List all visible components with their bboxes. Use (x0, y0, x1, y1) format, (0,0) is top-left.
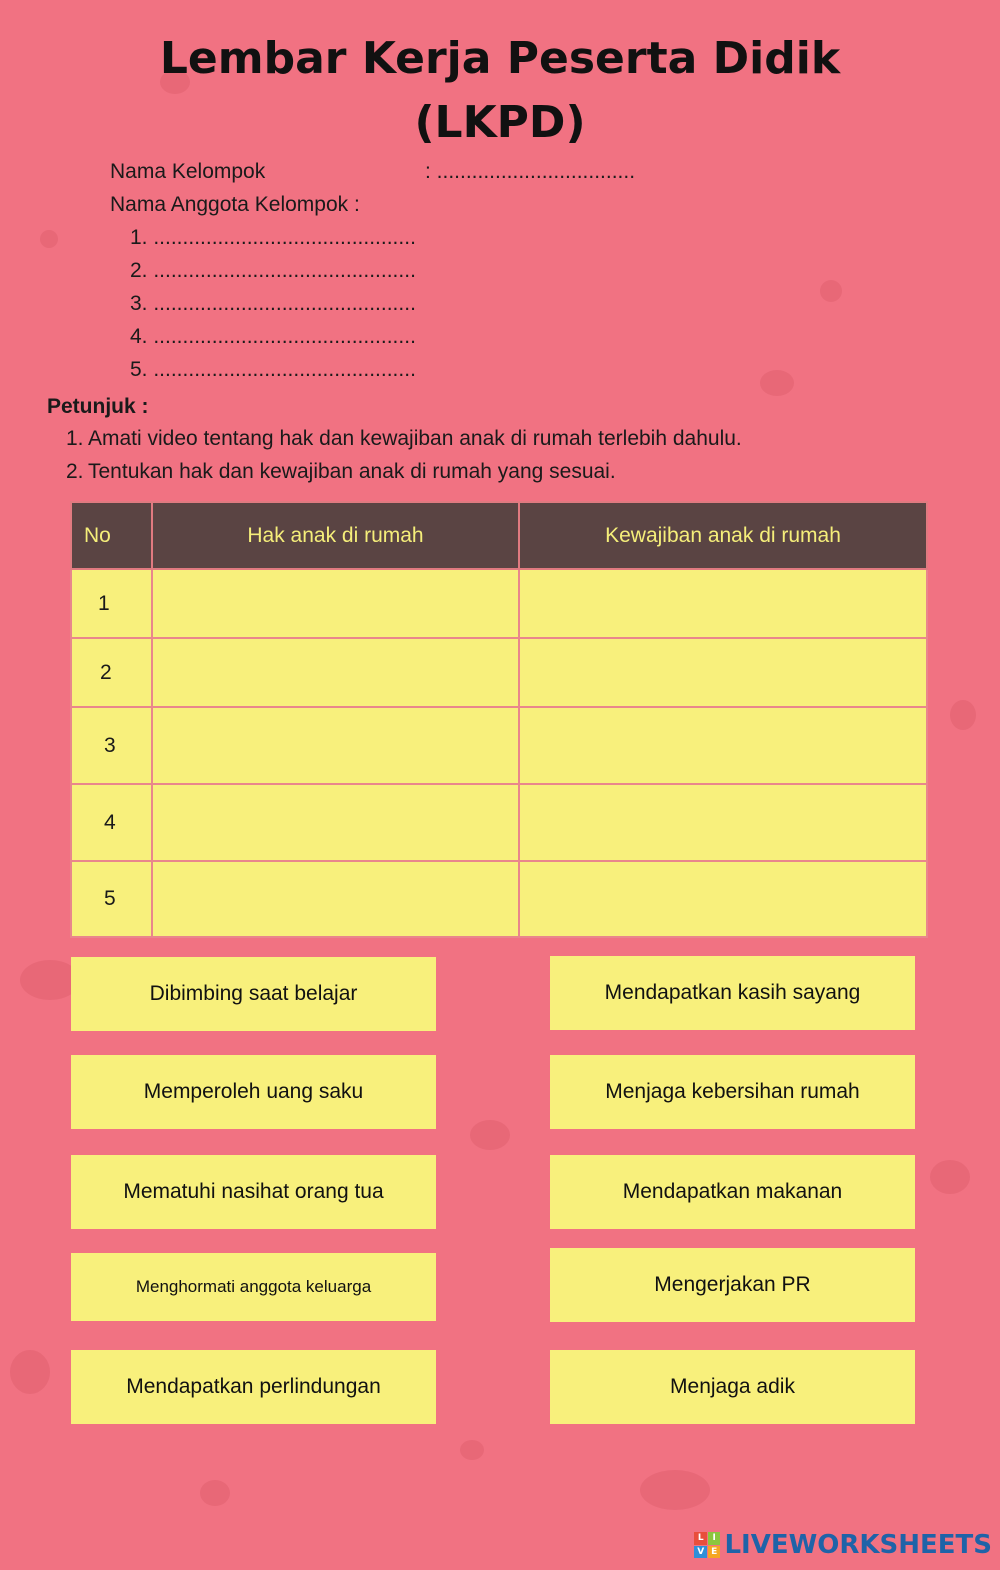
member-field-3[interactable]: 3. ............................................. (130, 292, 416, 315)
background-splatter (460, 1440, 484, 1460)
answer-card-left-5[interactable]: Mendapatkan perlindungan (71, 1350, 436, 1424)
answer-table (70, 501, 928, 938)
instruction-item-2 (66, 460, 616, 484)
background-splatter (200, 1480, 230, 1506)
group-name-label: Nama Kelompok (110, 160, 266, 183)
member-field-4[interactable]: 4. ............................................. (130, 325, 416, 348)
instruction-number: 1. (66, 427, 84, 450)
brand-name: LIVEWORKSHEETS (724, 1530, 992, 1560)
header-rights: Hak anak di rumah (152, 502, 519, 569)
table-row (71, 861, 927, 937)
answer-card-right-2[interactable]: Menjaga kebersihan rumah (550, 1055, 915, 1129)
row-number: 4 (71, 784, 152, 861)
page-subtitle: (LKPD) (414, 97, 586, 148)
answer-card-right-3[interactable]: Mendapatkan makanan (550, 1155, 915, 1229)
logo-letter: E (708, 1546, 721, 1559)
answer-card-right-1[interactable]: Mendapatkan kasih sayang (550, 956, 915, 1030)
answer-card-left-4[interactable]: Menghormati anggota keluarga (71, 1253, 436, 1321)
rights-drop-cell[interactable] (152, 784, 519, 861)
background-splatter (930, 1160, 970, 1194)
rights-drop-cell[interactable] (152, 638, 519, 707)
background-splatter (820, 280, 842, 302)
liveworksheets-logo-icon (694, 1532, 720, 1558)
member-field-5[interactable]: 5. ............................................. (130, 358, 416, 381)
table-row (71, 569, 927, 638)
instruction-number: 2. (66, 460, 84, 483)
obligations-drop-cell[interactable] (519, 569, 927, 638)
members-label: Nama Anggota Kelompok : (110, 193, 360, 216)
table-header-row (71, 502, 927, 569)
row-number: 3 (71, 707, 152, 784)
instruction-text: Amati video tentang hak dan kewajiban anak di rumah terlebih dahulu. (88, 427, 742, 450)
obligations-drop-cell[interactable] (519, 707, 927, 784)
answer-card-right-4[interactable]: Mengerjakan PR (550, 1248, 915, 1322)
member-field-1[interactable]: 1. ............................................. (130, 226, 416, 249)
answer-card-right-5[interactable]: Menjaga adik (550, 1350, 915, 1424)
answer-card-left-1[interactable]: Dibimbing saat belajar (71, 957, 436, 1031)
background-splatter (40, 230, 58, 248)
header-obligations: Kewajiban anak di rumah (519, 502, 927, 569)
row-number: 5 (71, 861, 152, 937)
instruction-text: Tentukan hak dan kewajiban anak di rumah yang sesuai. (88, 460, 616, 483)
table-row (71, 638, 927, 707)
answer-card-left-3[interactable]: Mematuhi nasihat orang tua (71, 1155, 436, 1229)
instruction-item-1 (66, 427, 742, 451)
table-row (71, 707, 927, 784)
background-splatter (760, 370, 794, 396)
logo-letter: L (694, 1532, 707, 1545)
obligations-drop-cell[interactable] (519, 638, 927, 707)
logo-letter: I (708, 1532, 721, 1545)
background-splatter (950, 700, 976, 730)
instructions-heading: Petunjuk : (47, 395, 149, 418)
rights-drop-cell[interactable] (152, 569, 519, 638)
obligations-drop-cell[interactable] (519, 861, 927, 937)
obligations-drop-cell[interactable] (519, 784, 927, 861)
background-splatter (470, 1120, 510, 1150)
rights-drop-cell[interactable] (152, 707, 519, 784)
liveworksheets-brand[interactable] (694, 1530, 992, 1560)
member-field-2[interactable]: 2. ............................................. (130, 259, 416, 282)
background-splatter (640, 1470, 710, 1510)
group-name-field[interactable]: : .................................. (425, 160, 636, 183)
background-splatter (10, 1350, 50, 1394)
table-row (71, 784, 927, 861)
row-number: 1 (71, 569, 152, 638)
logo-letter: V (694, 1546, 707, 1559)
page-title: Lembar Kerja Peserta Didik (159, 33, 841, 84)
header-no: No (71, 502, 152, 569)
answer-card-left-2[interactable]: Memperoleh uang saku (71, 1055, 436, 1129)
rights-drop-cell[interactable] (152, 861, 519, 937)
row-number: 2 (71, 638, 152, 707)
